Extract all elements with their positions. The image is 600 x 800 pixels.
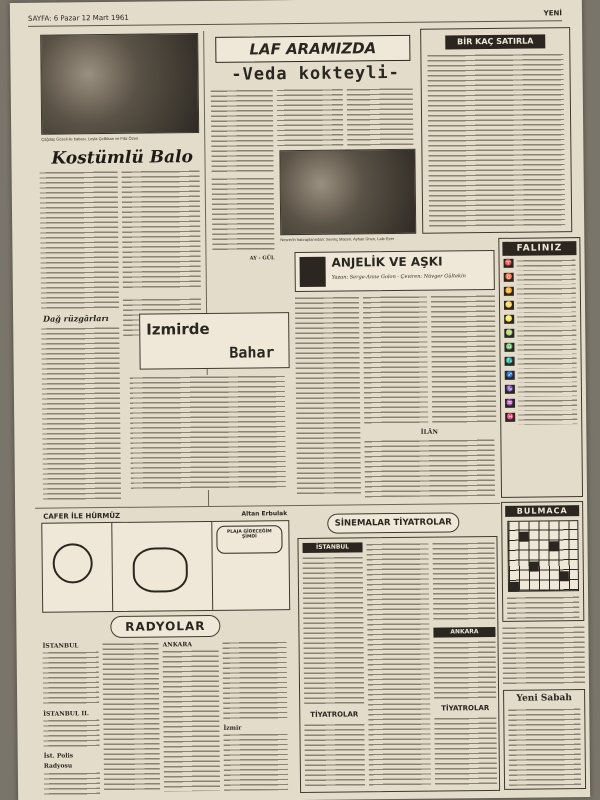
top-signature: AY - GÜL [249, 255, 275, 262]
ankara-heading: ANKARA [433, 627, 495, 638]
laf-col2 [277, 88, 344, 149]
gemini-icon: ♊ [505, 287, 513, 295]
sagittarius-icon: ♐ [505, 371, 514, 379]
horoscope-list [504, 258, 578, 425]
aquarius-icon: ♒ [506, 399, 514, 407]
izmirde-title: Izmirde [146, 319, 210, 339]
anjelik-col3 [431, 294, 496, 425]
libra-icon: ♎ [505, 343, 514, 351]
birkac-satirla-box [420, 27, 572, 234]
radio-ankara-heading: ANKARA [162, 641, 193, 649]
tiyatrolar-heading-1: TİYATROLAR [310, 710, 359, 719]
radio-izmir-heading: İzmir [223, 724, 242, 732]
anjelik-illustration [300, 257, 326, 287]
cocktail-photo [279, 149, 416, 235]
anjelik-col2 [363, 295, 428, 426]
faliniz-title: FALINIZ [502, 241, 576, 256]
anjelik-subtitle: Yazan: Serge-Anne Golon - Çeviren: Nüvger Gültekin [331, 273, 466, 281]
ball-article-col2 [122, 169, 201, 290]
anjelik-banner [294, 250, 494, 292]
birkac-satirla-title: BİR KAÇ SATIRLA [445, 34, 545, 49]
ball-photo [40, 33, 199, 135]
cinema-listings [297, 536, 500, 793]
scorpio-icon: ♏ [505, 357, 514, 365]
yeni-sabah-title: Yeni Sabah [516, 693, 572, 704]
newspaper-page [10, 0, 590, 800]
ball-article-col1 [40, 170, 119, 311]
birkac-satirla-text [427, 52, 565, 229]
radio-istanbul-heading: İSTANBUL [42, 642, 79, 650]
comic-author: Altan Erbulak [241, 510, 288, 518]
tiyatrolar-heading-2: TİYATROLAR [441, 704, 490, 713]
bulmaca-clues [507, 595, 579, 620]
speech-bubble: PLAJA GİDECEĞİM ŞİMDİ [216, 525, 282, 554]
bulmaca-box [501, 501, 584, 622]
divider [35, 503, 500, 509]
laf-col3 [347, 87, 414, 148]
crossword-grid [507, 520, 579, 592]
yeni-sabah-box [503, 689, 586, 790]
bulmaca-clues-more [502, 625, 585, 686]
page-header [28, 7, 562, 27]
anjelik-title: ANJELİK VE AŞKI [331, 254, 443, 270]
bahar-title: Bahar [229, 343, 275, 362]
radyolar-banner: RADYOLAR [110, 615, 220, 638]
radyolar-section [42, 614, 292, 797]
page-info: SAYFA: 6 Pazar 12 Mart 1961 [27, 13, 129, 23]
veda-kokteyli-title: -Veda kokteyli- [231, 62, 400, 85]
izmir-article [130, 374, 286, 491]
comic-panel-2 [112, 522, 213, 611]
taurus-icon: ♉ [504, 273, 513, 281]
ilan-heading: İLÂN [420, 428, 438, 436]
izmirde-bahar-banner [139, 312, 290, 370]
sinemalar-banner: SİNEMALAR TİYATROLAR [327, 512, 459, 533]
aries-icon: ♈ [504, 259, 513, 267]
virgo-icon: ♍ [505, 329, 514, 337]
radio-polis-heading: İst. Polis [43, 752, 74, 760]
laf-col1b [212, 176, 275, 252]
anjelik-col1 [295, 295, 361, 496]
leo-icon: ♌ [505, 315, 513, 323]
comic-panel-3 [212, 521, 289, 610]
paper-name: YENİ [543, 9, 563, 18]
laf-aramizda-banner: LAF ARAMIZDA [215, 35, 410, 63]
istanbul-heading: İSTANBUL [302, 542, 362, 553]
capricorn-icon: ♑ [506, 385, 514, 393]
kostumlu-balo-title: Kostümlü Balo [51, 147, 193, 169]
radio-polis-sub: Radyosu [43, 762, 73, 770]
ball-photo-caption: Çağdaş Gözeli ile babası, Leyla Çelikkan ve Filiz Özen [41, 135, 139, 142]
comic-strip [41, 520, 290, 613]
bulmaca-title: BULMACA [505, 505, 579, 517]
comic-title: CAFER İLE HÜRMÜZ [43, 511, 121, 521]
ilan-text [364, 438, 495, 497]
laf-col1 [211, 88, 274, 174]
faliniz-box [498, 237, 583, 498]
cancer-icon: ♋ [505, 301, 513, 309]
dag-ruzgarlari-heading: Dağ rüzgârları [43, 312, 109, 324]
dag-article-col1 [41, 326, 121, 503]
pisces-icon: ♓ [506, 413, 514, 421]
comic-panel-1 [42, 523, 113, 612]
radio-istanbul2-heading: İSTANBUL II. [43, 710, 90, 718]
cocktail-caption: Nesrin'in hatıraplarından: Sevinç Maceri, Ayhan Ünen, Lale Ezer [280, 236, 395, 243]
